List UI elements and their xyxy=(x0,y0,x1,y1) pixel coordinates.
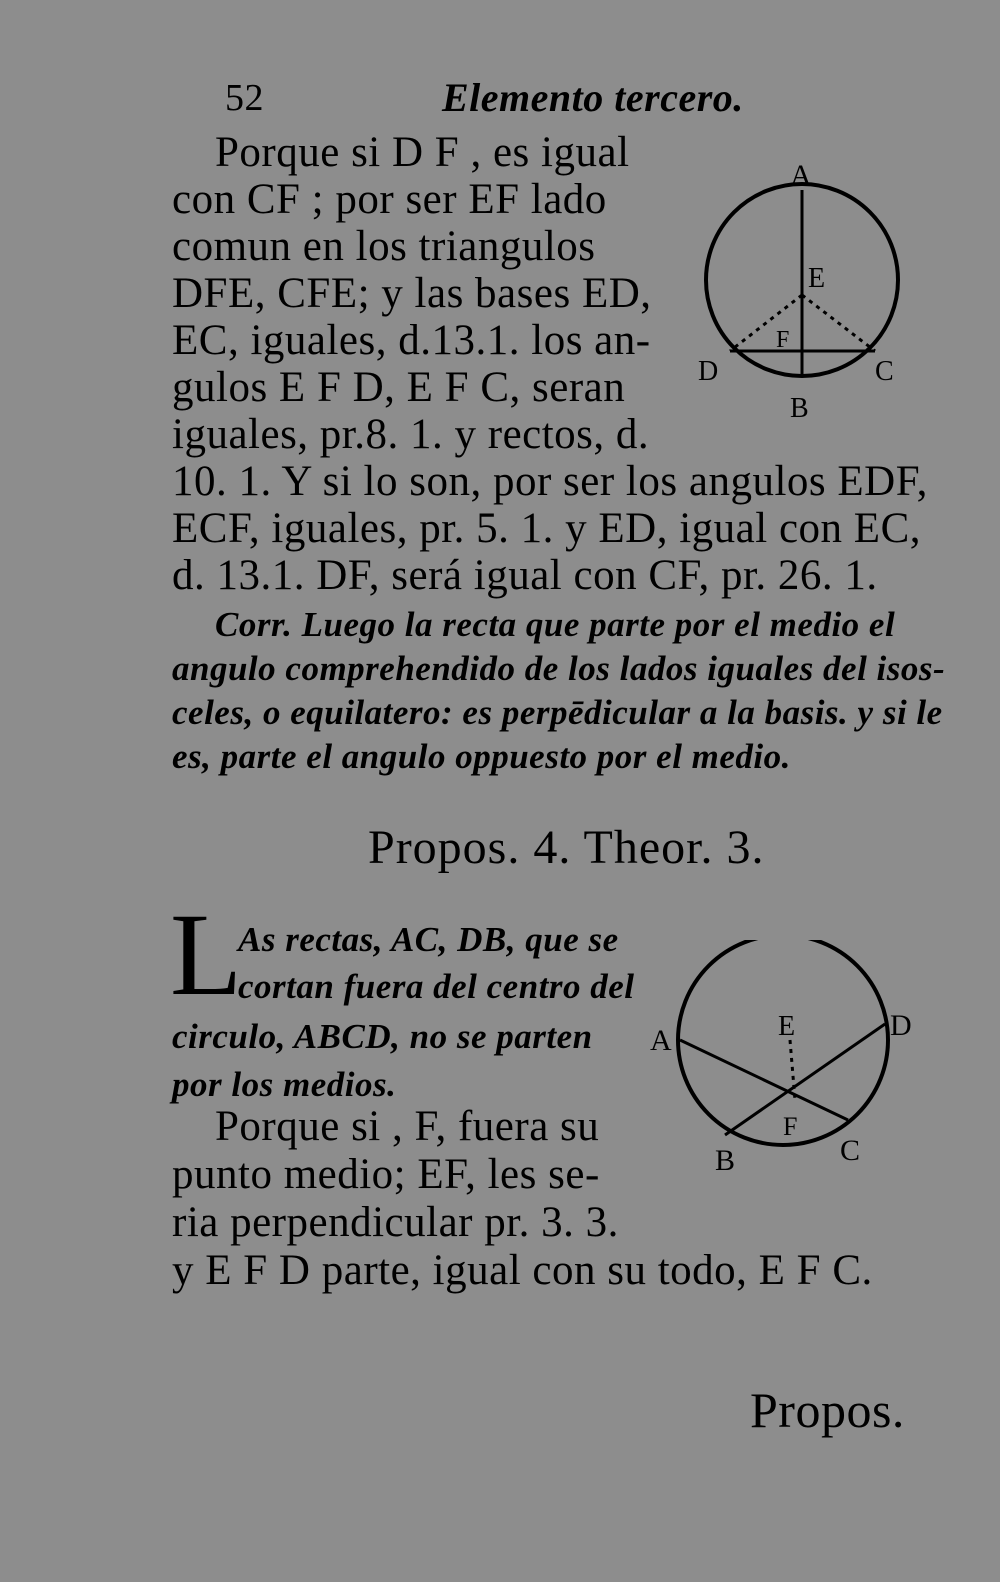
enunciation-line: circulo, ABCD, no se parten xyxy=(172,1017,593,1056)
label-e: E xyxy=(808,263,826,294)
text-line: d. 13.1. DF, será igual con CF, pr. 26. 1. xyxy=(172,552,878,599)
label-c: C xyxy=(840,1134,861,1167)
proof-line: y E F D parte, igual con su todo, E F C. xyxy=(172,1247,873,1294)
label-b: B xyxy=(790,393,809,424)
text-line: gulos E F D, E F C, seran xyxy=(172,364,626,411)
label-c: C xyxy=(875,356,894,387)
proof-line: punto medio; EF, les se- xyxy=(172,1151,600,1198)
label-f: F xyxy=(783,1112,798,1141)
text-line: ECF, iguales, pr. 5. 1. y ED, igual con EC, xyxy=(172,505,921,552)
drop-cap: L xyxy=(170,889,243,1020)
corollary-line: es, parte el angulo oppuesto por el medio. xyxy=(172,737,791,776)
label-b: B xyxy=(715,1144,736,1177)
figure-1-diagram xyxy=(690,155,930,430)
proposition-title: Propos. 4. Theor. 3. xyxy=(368,821,765,874)
text-line: EC, iguales, d.13.1. los an- xyxy=(172,317,651,364)
text-line: comun en los triangulos xyxy=(172,223,596,270)
text-line: con CF ; por ser EF lado xyxy=(172,176,607,223)
enunciation-line: cortan fuera del centro del xyxy=(238,967,635,1006)
figure-2-diagram xyxy=(650,940,930,1180)
text-line: DFE, CFE; y las bases ED, xyxy=(172,270,652,317)
dotted-ed xyxy=(730,295,802,351)
proof-line: ria perpendicular pr. 3. 3. xyxy=(172,1199,619,1246)
corollary-line: Corr. Luego la recta que parte por el medio el xyxy=(215,605,896,644)
text-line: Porque si D F , es igual xyxy=(215,129,630,176)
chord-db xyxy=(725,1024,885,1135)
text-line: iguales, pr.8. 1. y rectos, d. xyxy=(172,411,650,458)
label-d: D xyxy=(890,1009,912,1042)
dotted-ec xyxy=(802,295,875,351)
proof-line: Porque si , F, fuera su xyxy=(215,1103,600,1150)
label-a: A xyxy=(790,159,812,192)
label-a: A xyxy=(650,1024,672,1057)
enunciation-line: As rectas, AC, DB, que se xyxy=(238,920,619,959)
running-title: Elemento tercero. xyxy=(442,75,744,120)
enunciation-line: por los medios. xyxy=(172,1065,397,1104)
label-f: F xyxy=(776,327,790,353)
corollary-line: angulo comprehendido de los lados iguales del isos- xyxy=(172,649,946,688)
corollary-line: celes, o equilatero: es perpēdicular a la basis. y si le xyxy=(172,693,943,732)
label-d: D xyxy=(698,356,719,387)
text-line: 10. 1. Y si lo son, por ser los angulos EDF, xyxy=(172,458,928,505)
label-e: E xyxy=(778,1011,796,1042)
page-number: 52 xyxy=(225,77,264,119)
catchword: Propos. xyxy=(750,1382,905,1438)
